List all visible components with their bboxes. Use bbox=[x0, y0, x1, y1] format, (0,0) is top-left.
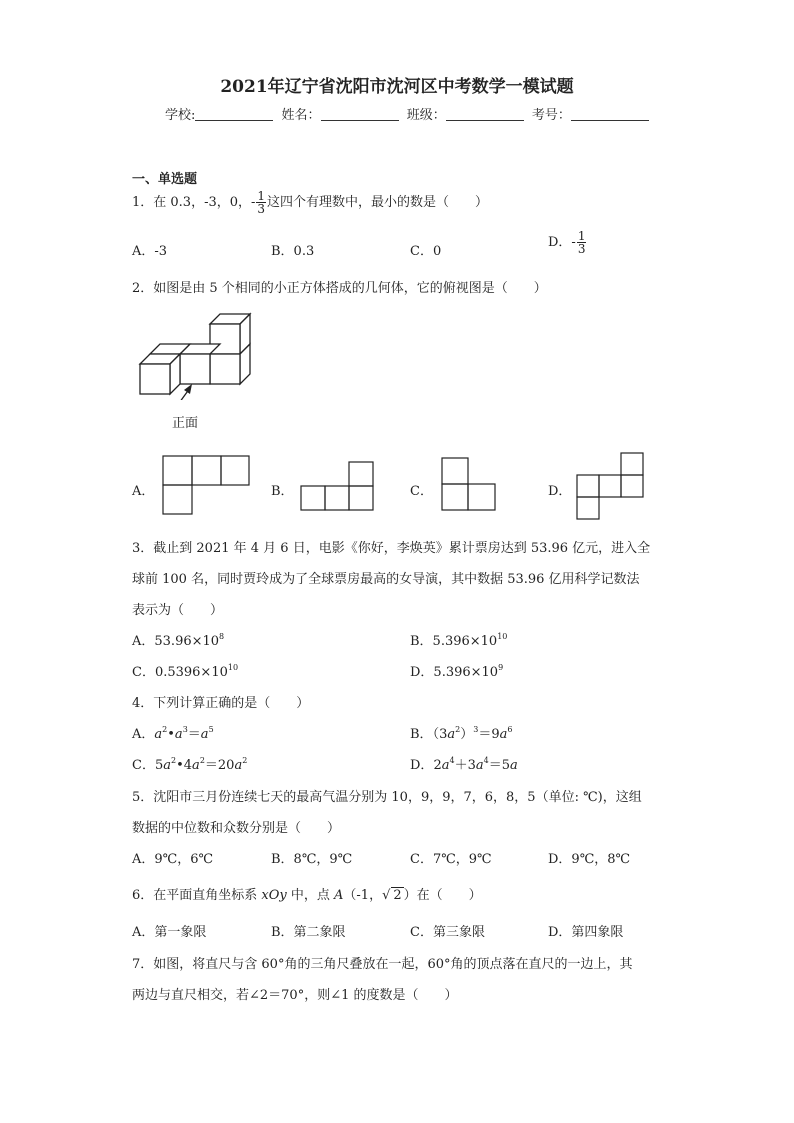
class-label: 班级： bbox=[406, 108, 446, 123]
q3-option-a-exp: 8 bbox=[219, 632, 225, 641]
q1-option-a[interactable]: A．-3 bbox=[132, 244, 168, 259]
q2-option-c-label[interactable]: C． bbox=[410, 484, 433, 499]
q6-sqrt-value: 2 bbox=[393, 888, 402, 903]
school-label: 学校: bbox=[165, 108, 196, 123]
q1-option-d[interactable] bbox=[548, 230, 587, 255]
q3-option-a[interactable] bbox=[132, 630, 224, 649]
q1-stem-part-b: 这四个有理数中，最小的数是（ ） bbox=[267, 195, 489, 210]
q1-frac-den: 3 bbox=[257, 202, 266, 216]
q6-coordinate-system: xOy bbox=[261, 888, 287, 903]
q1-frac-num: 1 bbox=[257, 189, 266, 203]
q3-option-c[interactable] bbox=[132, 661, 238, 680]
q3-option-b[interactable] bbox=[410, 630, 507, 649]
q1-option-b[interactable]: B．0.3 bbox=[271, 244, 315, 259]
q5-option-a[interactable]: A．9℃，6℃ bbox=[132, 852, 214, 867]
q3-option-d[interactable] bbox=[410, 661, 503, 680]
question-3-line-3: 表示为（ ） bbox=[132, 603, 224, 618]
q5-option-b[interactable]: B．8℃，9℃ bbox=[271, 852, 353, 867]
q5-option-c[interactable]: C．7℃，9℃ bbox=[410, 852, 492, 867]
q4-option-b[interactable]: B．$(3a^2)^3=9a^6$ bbox=[410, 725, 513, 742]
number-label: 考号： bbox=[531, 108, 571, 123]
front-view-label: 正面 bbox=[172, 416, 199, 431]
q2-option-a-figure[interactable] bbox=[162, 455, 250, 515]
number-blank[interactable] bbox=[571, 108, 649, 121]
q4-option-d-label: D． bbox=[410, 758, 434, 773]
question-7-line-2: 两边与直尺相交，若∠2＝70°，则∠1 的度数是（ ） bbox=[132, 988, 458, 1003]
q6-stem-part-d: ）在（ ） bbox=[403, 888, 482, 903]
q3-option-d-exp: 9 bbox=[498, 663, 504, 672]
question-1-stem bbox=[132, 190, 488, 215]
q1-fraction bbox=[256, 190, 266, 215]
question-7-line-1: 7．如图，将直尺与含 60°角的三角尺叠放在一起，60°角的顶点落在直尺的一边上，其 bbox=[132, 957, 633, 972]
q4-option-d[interactable]: D．$2a^4+3a^4=5a$ bbox=[410, 756, 518, 773]
question-5-line-1: 5．沈阳市三月份连续七天的最高气温分别为 10，9，9，7，6，8，5（单位: ℃)，这组 bbox=[132, 790, 642, 805]
question-3-line-1: 3．截止到 2021 年 4 月 6 日，电影《你好，李焕英》累计票房达到 53.96 亿元，进入全 bbox=[132, 541, 651, 556]
q2-option-c-figure[interactable] bbox=[441, 457, 497, 511]
q3-option-b-base: B．5.396×10 bbox=[410, 634, 498, 649]
question-5-line-2: 数据的中位数和众数分别是（ ） bbox=[132, 821, 341, 836]
q6-option-a[interactable]: A．第一象限 bbox=[132, 925, 207, 940]
student-info-line bbox=[165, 104, 653, 123]
q2-option-a-label[interactable]: A． bbox=[132, 484, 155, 499]
q1-option-d-den: 3 bbox=[577, 242, 586, 256]
q1-option-d-fraction bbox=[577, 230, 587, 255]
q6-stem-part-a: 6．在平面直角坐标系 bbox=[132, 888, 262, 903]
q6-option-b[interactable]: B．第二象限 bbox=[271, 925, 346, 940]
q3-option-b-exp: 10 bbox=[497, 632, 508, 641]
q6-point-label: A bbox=[334, 888, 344, 903]
q6-option-d[interactable]: D．第四象限 bbox=[548, 925, 624, 940]
q3-option-c-base: C．0.5396×10 bbox=[132, 665, 228, 680]
q2-option-d-label[interactable]: D． bbox=[548, 484, 572, 499]
q2-option-b-figure[interactable] bbox=[300, 461, 374, 511]
q3-option-d-base: D．5.396×10 bbox=[410, 665, 499, 680]
section-heading: 一、单选题 bbox=[132, 172, 198, 187]
sqrt-icon: √ bbox=[382, 888, 391, 903]
q6-option-c[interactable]: C．第三象限 bbox=[410, 925, 485, 940]
name-label: 姓名： bbox=[281, 108, 321, 123]
q4-option-b-label: B． bbox=[410, 727, 433, 742]
school-blank[interactable] bbox=[195, 108, 273, 121]
q1-option-d-num: 1 bbox=[577, 229, 586, 243]
q4-option-c[interactable]: C．$5a^2•4a^2=20a^2$ bbox=[132, 756, 248, 773]
q4-option-c-label: C． bbox=[132, 758, 155, 773]
q4-option-a-label: A． bbox=[132, 727, 155, 742]
question-4-stem: 4．下列计算正确的是（ ） bbox=[132, 696, 310, 711]
cube-stack-figure bbox=[136, 310, 260, 400]
page-title: 2021年辽宁省沈阳市沈河区中考数学一模试题 bbox=[220, 77, 574, 97]
q6-stem-part-c: （-1， bbox=[343, 888, 383, 903]
q2-option-b-label[interactable]: B． bbox=[271, 484, 294, 499]
q5-option-d[interactable]: D．9℃，8℃ bbox=[548, 852, 631, 867]
q1-option-c[interactable]: C．0 bbox=[410, 244, 442, 259]
q1-option-d-prefix: D．- bbox=[548, 235, 576, 250]
q3-option-c-exp: 10 bbox=[227, 663, 239, 672]
name-blank[interactable] bbox=[321, 108, 399, 121]
question-6-stem bbox=[132, 884, 482, 903]
q6-stem-part-b: 中，点 bbox=[286, 888, 335, 903]
question-2-stem: 2．如图是由 5 个相同的小正方体搭成的几何体，它的俯视图是（ ） bbox=[132, 281, 547, 296]
class-blank[interactable] bbox=[446, 108, 524, 121]
question-3-line-2: 球前 100 名，同时贾玲成为了全球票房最高的女导演，其中数据 53.96 亿用科学记数法 bbox=[132, 572, 640, 587]
q2-option-d-figure[interactable] bbox=[576, 452, 644, 520]
q4-option-a[interactable]: A．$a^2•a^3=a^5$ bbox=[132, 725, 214, 742]
q1-stem-part-a: 1．在 0.3，-3，0，- bbox=[132, 195, 256, 210]
q3-option-a-base: A．53.96×10 bbox=[132, 634, 220, 649]
